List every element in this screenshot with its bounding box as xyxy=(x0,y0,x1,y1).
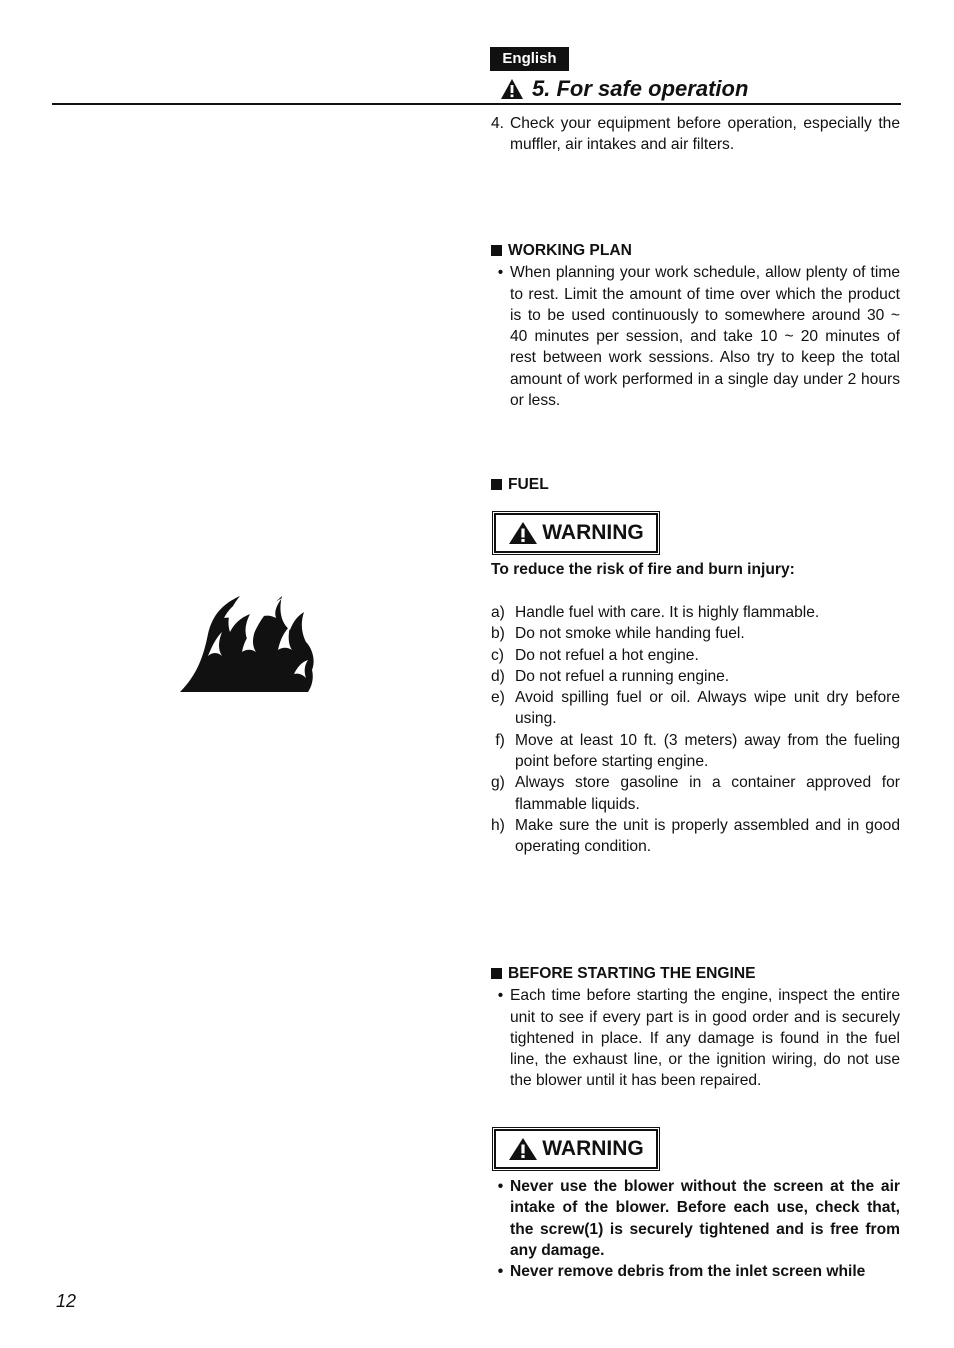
working-plan-section xyxy=(491,240,900,411)
working-plan-heading xyxy=(491,240,900,261)
bullet-dot: • xyxy=(497,1178,504,1195)
list-item-label: a) xyxy=(491,604,505,621)
item-text: Check your equipment before operation, especially the muffler, air intakes and air filters. xyxy=(510,115,900,154)
square-bullet-icon xyxy=(491,245,502,256)
list-item-text: Do not smoke while handing fuel. xyxy=(515,625,745,643)
fuel-heading xyxy=(491,474,900,495)
list-item-text: Do not refuel a running engine. xyxy=(515,667,730,685)
list-item-text: Handle fuel with care. It is highly flammable. xyxy=(515,604,820,621)
list-item-label: h) xyxy=(491,816,505,834)
before-starting-text: Each time before starting the engine, inspect the entire unit to see if every part is in good order and is securely tightened in place. If any damage is found in the fuel line, the exhaust line, or the ignition wiring, do not use the blower until it has been repaired. xyxy=(510,987,900,1090)
fuel-warning-box xyxy=(494,513,658,553)
list-item xyxy=(491,687,900,730)
warning-triangle-icon xyxy=(500,78,524,100)
item-number: 4. xyxy=(491,115,505,132)
warning-triangle-icon xyxy=(508,1137,538,1161)
list-item-text: Avoid spilling fuel or oil. Always wipe unit dry before using. xyxy=(515,689,900,728)
section-title xyxy=(500,75,748,103)
bullet-dot: • xyxy=(497,987,504,1005)
list-item-label: g) xyxy=(491,774,505,792)
list-item-text: Move at least 10 ft. (3 meters) away from the fueling point before starting engine. xyxy=(515,731,900,771)
list-item xyxy=(491,815,900,858)
engine-warning-box xyxy=(494,1129,658,1169)
fuel-lead: To reduce the risk of fire and burn injury: xyxy=(491,561,795,578)
warning-label: WARNING xyxy=(542,1137,644,1160)
before-starting-section xyxy=(491,963,900,1092)
list-item xyxy=(491,666,900,687)
heading-text: WORKING PLAN xyxy=(508,242,632,259)
language-tab: English xyxy=(490,47,569,71)
working-plan-text: When planning your work schedule, allow plenty of time to rest. Limit the amount of time over which the product is to be used continuously to somewhere around 30 ~ 40 minutes per session, and take 10 ~ 20 minutes of rest between work sessions. Also try to keep the total amount of work performed in a single day under 2 hours or less. xyxy=(510,264,900,410)
list-item-label: c) xyxy=(491,646,504,664)
square-bullet-icon xyxy=(491,968,502,979)
square-bullet-icon xyxy=(491,479,502,490)
engine-warning-list xyxy=(491,1176,900,1282)
bullet-dot: • xyxy=(497,1263,504,1281)
list-item-label: b) xyxy=(491,625,505,643)
before-starting-heading xyxy=(491,963,900,984)
list-item xyxy=(491,730,900,773)
list-item-text: Make sure the unit is properly assembled and in good operating condition. xyxy=(515,816,900,856)
warning-label: WARNING xyxy=(542,521,644,544)
intro-item xyxy=(491,113,900,156)
list-item-text: Do not refuel a hot engine. xyxy=(515,646,699,664)
heading-text: FUEL xyxy=(508,476,549,493)
warning-bullet: Never remove debris from the inlet screen while xyxy=(510,1263,866,1281)
warning-triangle-icon xyxy=(508,521,538,545)
list-item-label: e) xyxy=(491,689,505,707)
heading-text: BEFORE STARTING THE ENGINE xyxy=(508,965,756,982)
list-item xyxy=(491,772,900,815)
page-number: 12 xyxy=(56,1291,77,1311)
warning-bullet: Never use the blower without the screen at the air intake of the blower. Before each use, check that, the screw(1) is securely tightened and is free from any damage. xyxy=(510,1178,900,1259)
bullet-dot: • xyxy=(497,264,504,282)
list-item-label: d) xyxy=(491,667,505,685)
list-item-text: Always store gasoline in a container approved for flammable liquids. xyxy=(515,774,900,813)
fire-flame-icon xyxy=(178,594,318,694)
list-item xyxy=(491,645,900,666)
list-item-label: f) xyxy=(491,731,505,749)
list-item xyxy=(491,602,900,623)
fuel-list xyxy=(491,602,900,858)
header-rule xyxy=(52,103,901,105)
list-item xyxy=(491,623,900,644)
section-title-text: 5. For safe operation xyxy=(532,76,749,101)
